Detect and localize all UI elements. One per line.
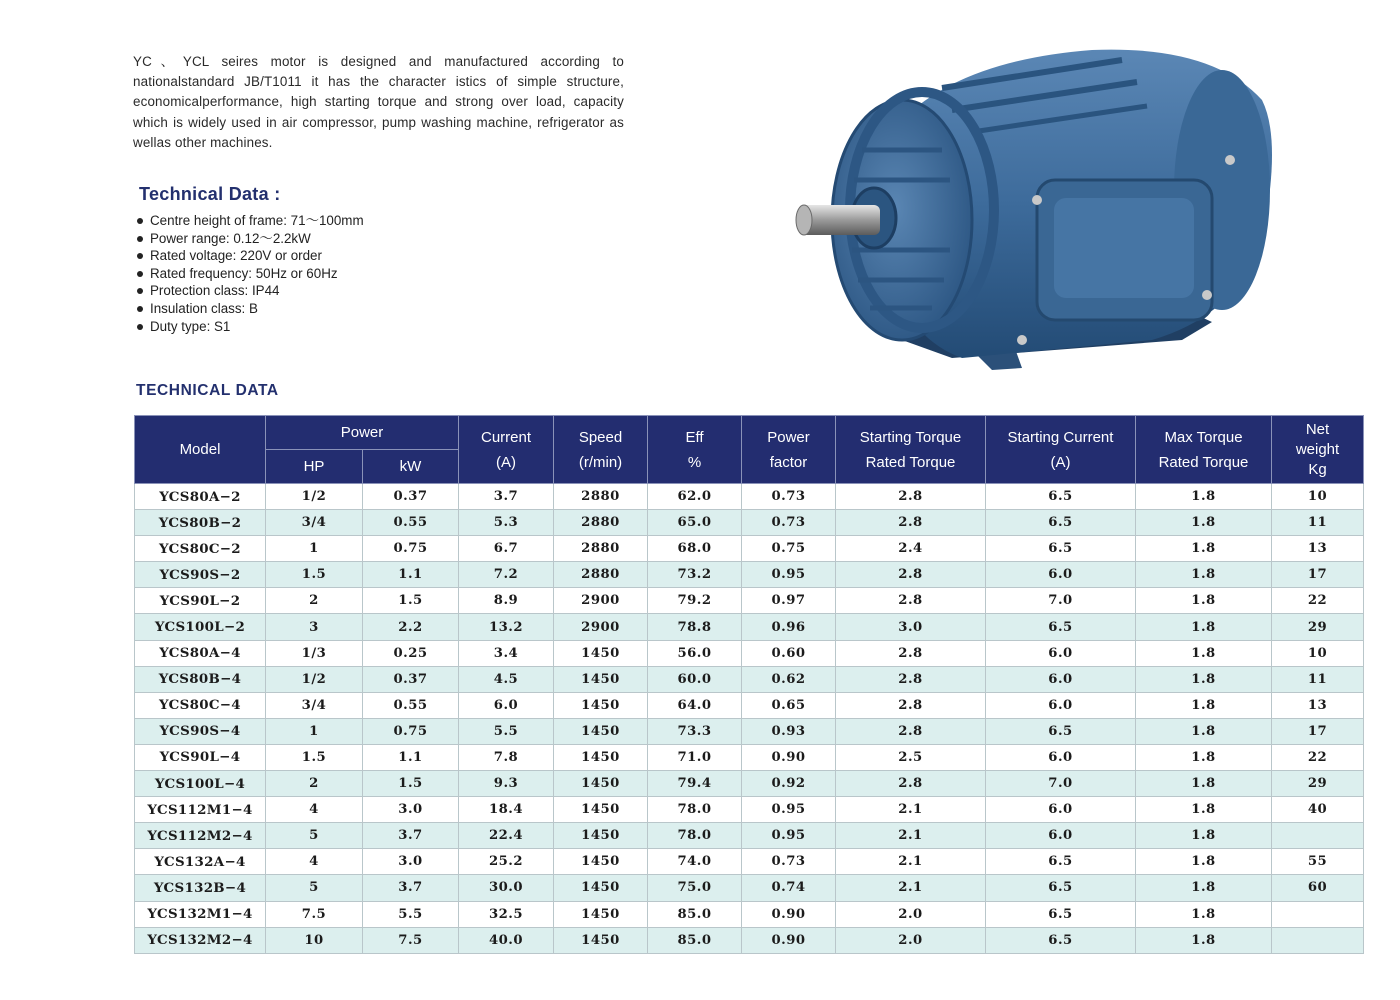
cell-power-factor: 0.97 [742,588,836,614]
header-speed-label: Speed [578,428,623,446]
cell-kw: 0.25 [363,640,459,666]
cell-starting-torque: 2.4 [836,536,986,562]
cell-kw: 3.0 [363,797,459,823]
cell-kw: 0.37 [363,666,459,692]
cell-net-weight: 55 [1272,849,1364,875]
cell-speed: 1450 [554,744,648,770]
header-pf-unit: factor [769,453,808,471]
cell-starting-torque: 2.8 [836,666,986,692]
spec-item: Duty type: S1 [136,318,364,336]
cell-net-weight: 22 [1272,744,1364,770]
cell-net-weight: 13 [1272,692,1364,718]
cell-kw: 2.2 [363,614,459,640]
technical-data-table [134,415,1364,954]
cell-starting-torque: 2.8 [836,692,986,718]
cell-current: 9.3 [459,771,554,797]
cell-speed: 1450 [554,901,648,927]
cell-net-weight: 11 [1272,666,1364,692]
cell-starting-current: 6.0 [986,640,1136,666]
cell-starting-current: 6.5 [986,901,1136,927]
cell-hp: 5 [266,875,363,901]
spec-item: Rated frequency: 50Hz or 60Hz [136,265,364,283]
cell-kw: 1.5 [363,771,459,797]
cell-model: YCS100L−2 [135,614,266,640]
cell-starting-torque: 3.0 [836,614,986,640]
cell-starting-current: 6.5 [986,614,1136,640]
cell-eff: 73.3 [648,718,742,744]
cell-max-torque: 1.8 [1136,927,1272,953]
header-st-unit: Rated Torque [865,453,956,471]
cell-power-factor: 0.62 [742,666,836,692]
cell-hp: 4 [266,797,363,823]
cell-power-factor: 0.90 [742,927,836,953]
cell-speed: 1450 [554,875,648,901]
cell-model: YCS132A−4 [135,849,266,875]
cell-max-torque: 1.8 [1136,823,1272,849]
cell-model: YCS80C−2 [135,536,266,562]
cell-net-weight: 60 [1272,875,1364,901]
cell-model: YCS80B−4 [135,666,266,692]
cell-net-weight: 11 [1272,510,1364,536]
cell-eff: 85.0 [648,901,742,927]
header-nw-label: Net [1305,420,1330,438]
cell-current: 25.2 [459,849,554,875]
cell-max-torque: 1.8 [1136,484,1272,510]
cell-model: YCS112M2−4 [135,823,266,849]
cell-starting-torque: 2.1 [836,875,986,901]
cell-hp: 7.5 [266,901,363,927]
header-power-factor [742,416,836,484]
motor-image [792,40,1280,380]
table-row [135,562,1364,588]
cell-current: 18.4 [459,797,554,823]
cell-net-weight: 22 [1272,588,1364,614]
cell-model: YCS90L−2 [135,588,266,614]
header-model: Model [135,416,266,484]
spec-item: Protection class: IP44 [136,282,364,300]
cell-current: 6.7 [459,536,554,562]
cell-net-weight: 10 [1272,484,1364,510]
cell-power-factor: 0.73 [742,510,836,536]
cell-model: YCS80A−2 [135,484,266,510]
cell-starting-current: 6.0 [986,692,1136,718]
cell-model: YCS132M2−4 [135,927,266,953]
header-kw: kW [363,450,459,484]
cell-current: 22.4 [459,823,554,849]
cell-starting-current: 6.5 [986,875,1136,901]
cell-kw: 0.55 [363,692,459,718]
cell-starting-torque: 2.8 [836,562,986,588]
cell-net-weight: 29 [1272,771,1364,797]
cell-max-torque: 1.8 [1136,901,1272,927]
cell-kw: 3.7 [363,823,459,849]
cell-speed: 1450 [554,640,648,666]
cell-starting-torque: 2.8 [836,718,986,744]
cell-starting-torque: 2.5 [836,744,986,770]
cell-current: 40.0 [459,927,554,953]
table-row [135,692,1364,718]
cell-kw: 3.7 [363,875,459,901]
cell-current: 30.0 [459,875,554,901]
cell-hp: 1/2 [266,484,363,510]
cell-model: YCS90S−2 [135,562,266,588]
cell-hp: 1 [266,718,363,744]
cell-hp: 1/2 [266,666,363,692]
cell-power-factor: 0.95 [742,823,836,849]
cell-current: 32.5 [459,901,554,927]
cell-starting-current: 6.0 [986,744,1136,770]
table-row [135,927,1364,953]
cell-max-torque: 1.8 [1136,666,1272,692]
cell-speed: 2880 [554,510,648,536]
header-nw-label2: weight [1295,440,1340,458]
cell-net-weight [1272,927,1364,953]
cell-max-torque: 1.8 [1136,510,1272,536]
intro-paragraph: YC、YCL seires motor is designed and manufactured according to nationalstandard JB/T1011 it has the character istics of simple structure, economicalperformance, high starting torque and strong over load, capacity which is widely used in air compressor, pump washing machine, refrigerator as wellas other machines. [133,54,624,150]
header-eff-label: Eff [685,428,704,446]
header-nw-unit: Kg [1308,460,1327,478]
header-current [459,416,554,484]
cell-eff: 78.0 [648,797,742,823]
cell-max-torque: 1.8 [1136,771,1272,797]
cell-eff: 78.8 [648,614,742,640]
cell-starting-torque: 2.1 [836,797,986,823]
cell-eff: 79.2 [648,588,742,614]
cell-starting-torque: 2.8 [836,588,986,614]
table-row [135,588,1364,614]
cell-starting-current: 7.0 [986,771,1136,797]
table-row [135,614,1364,640]
table-row [135,510,1364,536]
header-eff-unit: % [687,453,702,471]
cell-starting-current: 6.5 [986,536,1136,562]
cell-starting-torque: 2.1 [836,849,986,875]
cell-power-factor: 0.95 [742,562,836,588]
cell-eff: 65.0 [648,510,742,536]
table-row [135,484,1364,510]
table-row [135,666,1364,692]
spec-item: Power range: 0.12〜2.2kW [136,230,364,248]
cell-current: 13.2 [459,614,554,640]
cell-hp: 5 [266,823,363,849]
cell-hp: 10 [266,927,363,953]
cell-speed: 1450 [554,692,648,718]
cell-power-factor: 0.90 [742,901,836,927]
cell-model: YCS112M1−4 [135,797,266,823]
table-row [135,640,1364,666]
cell-power-factor: 0.73 [742,849,836,875]
cell-current: 5.3 [459,510,554,536]
header-net-weight [1272,416,1364,484]
cell-starting-current: 6.5 [986,484,1136,510]
header-mt-unit: Rated Torque [1158,453,1249,471]
cell-eff: 73.2 [648,562,742,588]
cell-kw: 0.37 [363,484,459,510]
cell-model: YCS132B−4 [135,875,266,901]
cell-net-weight [1272,823,1364,849]
cell-hp: 1.5 [266,744,363,770]
cell-eff: 62.0 [648,484,742,510]
cell-current: 7.2 [459,562,554,588]
header-speed [554,416,648,484]
cell-starting-torque: 2.8 [836,640,986,666]
cell-starting-torque: 2.8 [836,771,986,797]
header-st-label: Starting Torque [859,428,962,446]
cell-speed: 1450 [554,771,648,797]
table-row [135,875,1364,901]
header-starting-torque [836,416,986,484]
cell-starting-torque: 2.0 [836,927,986,953]
cell-eff: 79.4 [648,771,742,797]
table-row [135,771,1364,797]
cell-speed: 2880 [554,536,648,562]
cell-hp: 3 [266,614,363,640]
cell-hp: 2 [266,771,363,797]
header-hp: HP [266,450,363,484]
cell-max-torque: 1.8 [1136,640,1272,666]
cell-power-factor: 0.65 [742,692,836,718]
cell-eff: 85.0 [648,927,742,953]
header-eff [648,416,742,484]
spec-item: Centre height of frame: 71〜100mm [136,212,364,230]
cell-net-weight: 17 [1272,718,1364,744]
cell-model: YCS80A−4 [135,640,266,666]
cell-kw: 0.55 [363,510,459,536]
cell-starting-current: 6.0 [986,823,1136,849]
cell-max-torque: 1.8 [1136,744,1272,770]
cell-speed: 1450 [554,797,648,823]
cell-kw: 7.5 [363,927,459,953]
cell-current: 5.5 [459,718,554,744]
cell-net-weight: 13 [1272,536,1364,562]
cell-max-torque: 1.8 [1136,692,1272,718]
cell-hp: 1 [266,536,363,562]
cell-starting-current: 6.5 [986,927,1136,953]
cell-starting-torque: 2.8 [836,484,986,510]
cell-speed: 1450 [554,927,648,953]
cell-hp: 1/3 [266,640,363,666]
cell-power-factor: 0.90 [742,744,836,770]
cell-eff: 75.0 [648,875,742,901]
cell-net-weight: 17 [1272,562,1364,588]
header-speed-unit: (r/min) [578,453,623,471]
cell-max-torque: 1.8 [1136,718,1272,744]
technical-data-heading: Technical Data : [139,184,281,204]
header-mt-label: Max Torque [1164,428,1243,446]
cell-max-torque: 1.8 [1136,536,1272,562]
cell-starting-torque: 2.1 [836,823,986,849]
cell-power-factor: 0.74 [742,875,836,901]
table-row [135,823,1364,849]
cell-current: 8.9 [459,588,554,614]
cell-starting-current: 6.5 [986,510,1136,536]
table-row [135,901,1364,927]
table-title: TECHNICAL DATA [136,382,279,399]
cell-max-torque: 1.8 [1136,797,1272,823]
cell-hp: 3/4 [266,692,363,718]
cell-max-torque: 1.8 [1136,849,1272,875]
header-max-torque [1136,416,1272,484]
cell-max-torque: 1.8 [1136,875,1272,901]
header-sc-label: Starting Current [1007,428,1114,446]
spec-item: Insulation class: B [136,300,364,318]
header-current-unit: (A) [496,453,516,471]
cell-hp: 3/4 [266,510,363,536]
table-row [135,744,1364,770]
cell-power-factor: 0.60 [742,640,836,666]
cell-current: 4.5 [459,666,554,692]
cell-model: YCS90S−4 [135,718,266,744]
cell-eff: 71.0 [648,744,742,770]
cell-starting-current: 6.5 [986,849,1136,875]
cell-speed: 2880 [554,562,648,588]
cell-starting-current: 6.0 [986,562,1136,588]
cell-model: YCS132M1−4 [135,901,266,927]
cell-kw: 1.1 [363,562,459,588]
cell-power-factor: 0.92 [742,771,836,797]
table-row [135,797,1364,823]
table-row [135,536,1364,562]
cell-max-torque: 1.8 [1136,588,1272,614]
cell-max-torque: 1.8 [1136,562,1272,588]
cell-model: YCS100L−4 [135,771,266,797]
cell-starting-current: 6.0 [986,666,1136,692]
cell-speed: 1450 [554,849,648,875]
cell-power-factor: 0.93 [742,718,836,744]
cell-eff: 64.0 [648,692,742,718]
spec-item: Rated voltage: 220V or order [136,247,364,265]
cell-starting-torque: 2.8 [836,510,986,536]
cell-model: YCS80C−4 [135,692,266,718]
cell-speed: 2900 [554,588,648,614]
cell-current: 6.0 [459,692,554,718]
cell-kw: 1.5 [363,588,459,614]
cell-speed: 1450 [554,823,648,849]
cell-model: YCS90L−4 [135,744,266,770]
cell-kw: 5.5 [363,901,459,927]
cell-kw: 1.1 [363,744,459,770]
header-starting-current [986,416,1136,484]
table-row [135,849,1364,875]
cell-power-factor: 0.95 [742,797,836,823]
cell-speed: 2900 [554,614,648,640]
cell-model: YCS80B−2 [135,510,266,536]
cell-max-torque: 1.8 [1136,614,1272,640]
cell-current: 7.8 [459,744,554,770]
cell-power-factor: 0.75 [742,536,836,562]
header-sc-unit: (A) [1050,453,1071,471]
cell-kw: 0.75 [363,718,459,744]
cell-current: 3.7 [459,484,554,510]
cell-net-weight: 40 [1272,797,1364,823]
cell-eff: 56.0 [648,640,742,666]
header-pf-label: Power [767,428,810,446]
cell-hp: 4 [266,849,363,875]
cell-starting-current: 6.5 [986,718,1136,744]
header-current-label: Current [480,428,532,446]
cell-eff: 78.0 [648,823,742,849]
cell-net-weight [1272,901,1364,927]
cell-net-weight: 29 [1272,614,1364,640]
spec-list [136,212,364,335]
cell-net-weight: 10 [1272,640,1364,666]
cell-starting-current: 6.0 [986,797,1136,823]
cell-eff: 68.0 [648,536,742,562]
table-row [135,718,1364,744]
cell-kw: 0.75 [363,536,459,562]
cell-speed: 1450 [554,718,648,744]
cell-speed: 2880 [554,484,648,510]
header-power: Power [266,416,459,450]
cell-speed: 1450 [554,666,648,692]
cell-starting-current: 7.0 [986,588,1136,614]
cell-hp: 2 [266,588,363,614]
cell-power-factor: 0.73 [742,484,836,510]
cell-current: 3.4 [459,640,554,666]
cell-starting-torque: 2.0 [836,901,986,927]
cell-eff: 60.0 [648,666,742,692]
cell-power-factor: 0.96 [742,614,836,640]
cell-eff: 74.0 [648,849,742,875]
cell-kw: 3.0 [363,849,459,875]
cell-hp: 1.5 [266,562,363,588]
